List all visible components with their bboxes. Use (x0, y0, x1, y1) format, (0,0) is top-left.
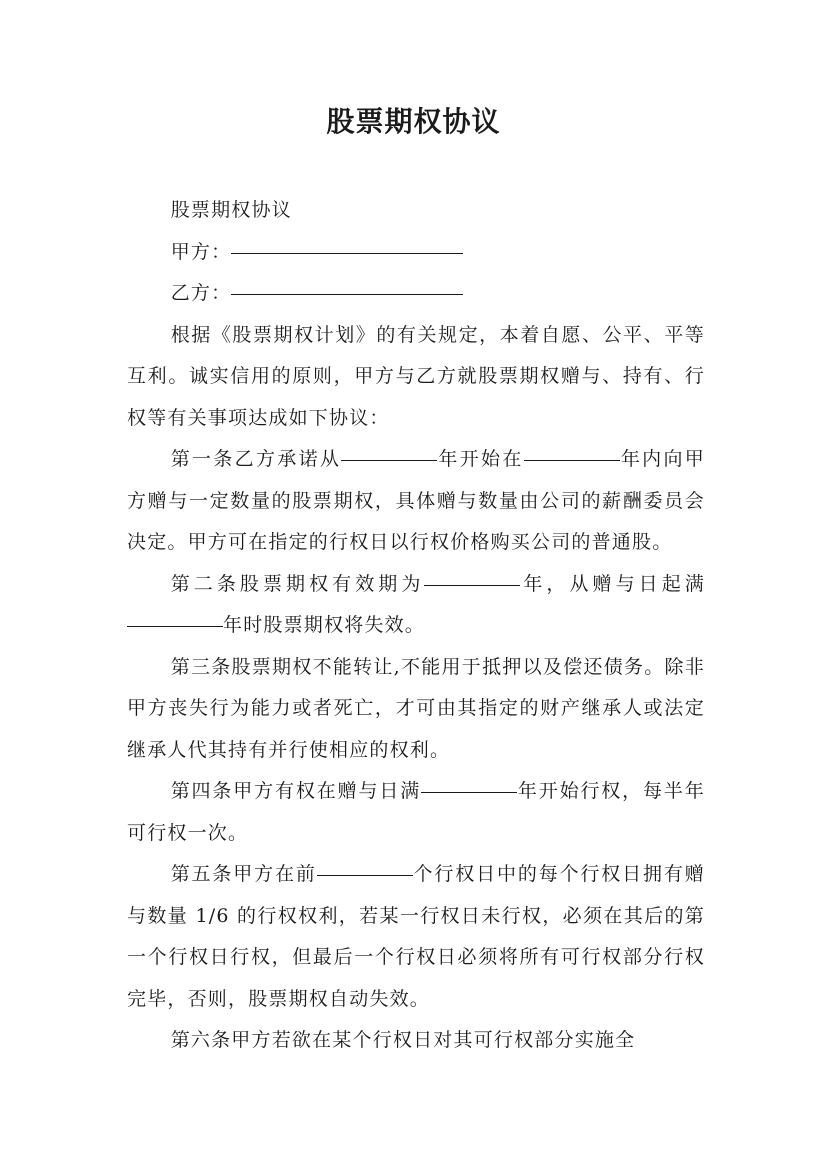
article-6: 第六条甲方若欲在某个行权日对其可行权部分实施全 (170, 1029, 636, 1051)
document-title: 股票期权协议 (326, 105, 501, 138)
article-1-text-b: 年开始在 (437, 448, 524, 470)
article-1-text-c: 年内向甲方赠与一定数量的股票期权，具体赠与数量由公司的薪酬委员会决定。甲方可在指定的行权日以行权价格购买公司的普通股。 (127, 448, 705, 553)
article-4-text-b: 年开始行权，每半年可行权一次。 (127, 780, 705, 844)
document-body (127, 190, 705, 1062)
article-1-blank-2 (524, 440, 620, 461)
party-b-label: 乙方： (170, 282, 232, 304)
party-b-blank (231, 274, 463, 295)
article-5-text-a: 第五条甲方在前 (170, 863, 317, 885)
preamble-paragraph: 根据《股票期权计划》的有关规定，本着自愿、公平、平等互利。诚实信用的原则，甲方与乙方就股票期权赠与、持有、行权等有关事项达成如下协议： (127, 323, 705, 429)
article-2-text-c: 年时股票期权将失效。 (223, 614, 426, 636)
party-a-blank (231, 233, 463, 254)
article-4-blank (421, 772, 517, 793)
article-2-text-b: 年，从赠与日起满 (520, 572, 706, 595)
subtitle-paragraph (127, 190, 705, 232)
article-4-text-a: 第四条甲方有权在赠与日满 (170, 780, 422, 802)
party-a-label: 甲方： (170, 240, 232, 263)
article-2-blank-2 (127, 606, 223, 627)
article-2-text-a: 第二条股票期权有效期为 (170, 572, 425, 595)
article-5-blank (317, 855, 413, 876)
article-2-blank-1 (424, 565, 520, 586)
article-3: 第三条股票期权不能转让,不能用于抵押以及偿还债务。除非甲方丧失行为能力或者死亡，才可由其指定的财产继承人或法定继承人代其持有并行使相应的权利。 (127, 655, 705, 761)
party-b-line (127, 273, 705, 315)
article-1 (127, 439, 705, 564)
article-5-text-b: 个行权日中的每个行权日拥有赠与数量 1/6 的行权权利，若某一行权日未行权，必须在其后的第一个行权日行权，但最后一个行权日必须将所有可行权部分行权完毕，否则，股票期权自动失效。 (127, 863, 705, 1010)
article-4 (127, 771, 705, 854)
article-2 (127, 564, 705, 647)
article-1-text-a: 第一条乙方承诺从 (170, 448, 342, 470)
article-1-blank-1 (341, 440, 437, 461)
party-a-line (127, 232, 705, 274)
subtitle-text: 股票期权协议 (170, 199, 292, 221)
article-5 (127, 854, 705, 1020)
